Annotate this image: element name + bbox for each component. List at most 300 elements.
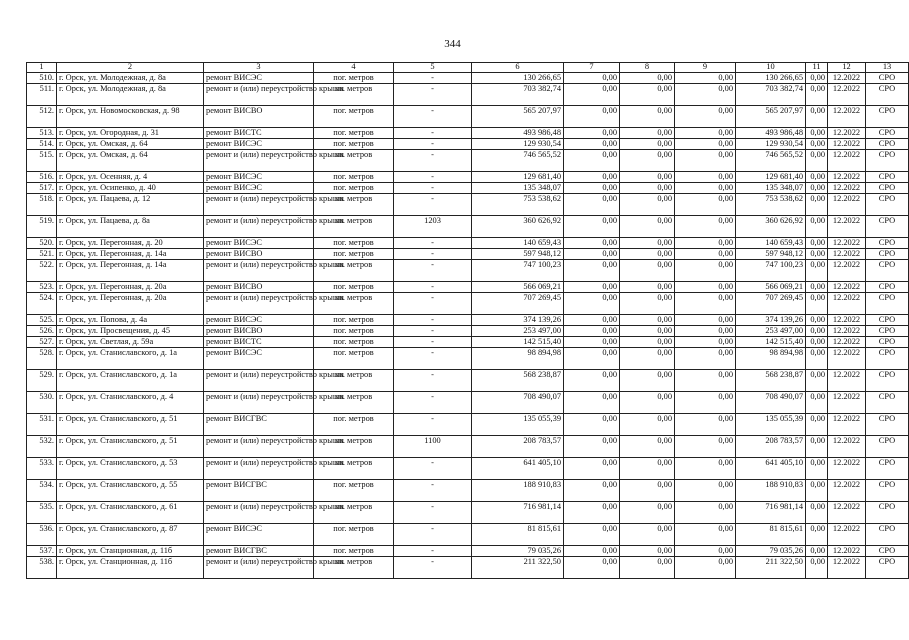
work-type-cell: ремонт и (или) переустройство крыши [204,259,314,281]
deadline-cell: 12.2022 [828,193,866,215]
total-cost-cell: 493 986,48 [472,127,564,138]
table-row [27,105,909,127]
total-cost-cell: 208 783,57 [472,435,564,457]
unit-cell: пог. метров [314,105,394,127]
quantity-cell: - [394,523,472,545]
unit-cell: кв. метров [314,292,394,314]
fund-cell: 0,00 [675,83,736,105]
fund-cell: 0,00 [675,391,736,413]
row-number: 518. [27,193,57,215]
unit-cell: пог. метров [314,281,394,292]
fund-cell: 0,00 [564,501,620,523]
total-cost-cell: 707 269,45 [472,292,564,314]
total-cost-cell: 253 497,00 [472,325,564,336]
column-header: 4 [314,63,394,73]
quantity-cell: - [394,413,472,435]
deadline-cell: 12.2022 [828,127,866,138]
deadline-cell: 12.2022 [828,314,866,325]
column-header: 9 [675,63,736,73]
work-type-cell: ремонт и (или) переустройство крыши [204,292,314,314]
work-type-cell: ремонт ВИСВО [204,105,314,127]
table-row [27,369,909,391]
table-row [27,259,909,281]
owners-funds-cell: 747 100,23 [736,259,806,281]
owners-funds-cell: 703 382,74 [736,83,806,105]
fund-cell: 0,00 [675,413,736,435]
work-type-cell: ремонт и (или) переустройство крыши [204,435,314,457]
method-cell: СРО [866,237,909,248]
fund-cell: 0,00 [675,545,736,556]
fund-cell: 0,00 [675,325,736,336]
quantity-cell: - [394,83,472,105]
fund-cell: 0,00 [620,369,675,391]
address-cell: г. Орск, ул. Станиславского, д. 61 [57,501,204,523]
deadline-cell: 12.2022 [828,501,866,523]
total-cost-cell: 565 207,97 [472,105,564,127]
unit-cell: пог. метров [314,182,394,193]
row-number: 514. [27,138,57,149]
row-number: 525. [27,314,57,325]
work-type-cell: ремонт ВИСВО [204,248,314,259]
column-header: 13 [866,63,909,73]
fund-cell: 0,00 [675,501,736,523]
owners-funds-cell: 140 659,43 [736,237,806,248]
fund-cell: 0,00 [564,479,620,501]
total-cost-cell: 211 322,50 [472,556,564,578]
table-row [27,237,909,248]
unit-cell: пог. метров [314,479,394,501]
table-row [27,193,909,215]
fund-cell: 0,00 [564,259,620,281]
quantity-cell: - [394,336,472,347]
fund-cell: 0,00 [620,237,675,248]
fund-cell: 0,00 [675,127,736,138]
work-type-cell: ремонт ВИСГВС [204,413,314,435]
fund-cell: 0,00 [675,259,736,281]
deadline-cell: 12.2022 [828,72,866,83]
deadline-cell: 12.2022 [828,457,866,479]
work-type-cell: ремонт ВИСТС [204,336,314,347]
address-cell: г. Орск, ул. Молодежная, д. 8а [57,72,204,83]
column-header: 7 [564,63,620,73]
method-cell: СРО [866,314,909,325]
fund-cell: 0,00 [620,72,675,83]
fund-cell: 0,00 [620,281,675,292]
unit-cell: пог. метров [314,72,394,83]
fund-cell: 0,00 [564,83,620,105]
row-number: 517. [27,182,57,193]
fund-cell: 0,00 [675,182,736,193]
work-type-cell: ремонт и (или) переустройство крыши [204,149,314,171]
fund-cell: 0,00 [806,501,828,523]
work-type-cell: ремонт ВИСЭС [204,182,314,193]
fund-cell: 0,00 [675,105,736,127]
fund-cell: 0,00 [564,138,620,149]
method-cell: СРО [866,72,909,83]
total-cost-cell: 130 266,65 [472,72,564,83]
owners-funds-cell: 753 538,62 [736,193,806,215]
quantity-cell: - [394,479,472,501]
total-cost-cell: 129 681,40 [472,171,564,182]
total-cost-cell: 98 894,98 [472,347,564,369]
deadline-cell: 12.2022 [828,259,866,281]
fund-cell: 0,00 [620,127,675,138]
quantity-cell: - [394,138,472,149]
fund-cell: 0,00 [675,149,736,171]
deadline-cell: 12.2022 [828,248,866,259]
table-row [27,479,909,501]
fund-cell: 0,00 [564,545,620,556]
quantity-cell: - [394,292,472,314]
total-cost-cell: 142 515,40 [472,336,564,347]
row-number: 522. [27,259,57,281]
fund-cell: 0,00 [806,83,828,105]
fund-cell: 0,00 [806,193,828,215]
fund-cell: 0,00 [564,149,620,171]
fund-cell: 0,00 [620,314,675,325]
fund-cell: 0,00 [620,193,675,215]
address-cell: г. Орск, ул. Пацаева, д. 12 [57,193,204,215]
fund-cell: 0,00 [806,259,828,281]
fund-cell: 0,00 [620,259,675,281]
fund-cell: 0,00 [675,523,736,545]
fund-cell: 0,00 [564,171,620,182]
address-cell: г. Орск, ул. Перегонная, д. 20 [57,237,204,248]
row-number: 520. [27,237,57,248]
address-cell: г. Орск, ул. Омская, д. 64 [57,138,204,149]
total-cost-cell: 716 981,14 [472,501,564,523]
owners-funds-cell: 98 894,98 [736,347,806,369]
fund-cell: 0,00 [564,314,620,325]
owners-funds-cell: 566 069,21 [736,281,806,292]
fund-cell: 0,00 [564,127,620,138]
deadline-cell: 12.2022 [828,237,866,248]
deadline-cell: 12.2022 [828,83,866,105]
row-number: 515. [27,149,57,171]
fund-cell: 0,00 [675,237,736,248]
quantity-cell: - [394,237,472,248]
unit-cell: пог. метров [314,413,394,435]
row-number: 526. [27,325,57,336]
work-type-cell: ремонт ВИСЭС [204,171,314,182]
fund-cell: 0,00 [806,314,828,325]
method-cell: СРО [866,369,909,391]
column-number-row [27,63,909,73]
fund-cell: 0,00 [620,391,675,413]
table-row [27,248,909,259]
table-row [27,83,909,105]
fund-cell: 0,00 [564,248,620,259]
work-type-cell: ремонт ВИСЭС [204,138,314,149]
fund-cell: 0,00 [806,292,828,314]
quantity-cell: - [394,72,472,83]
address-cell: г. Орск, ул. Молодежная, д. 8а [57,83,204,105]
deadline-cell: 12.2022 [828,149,866,171]
row-number: 538. [27,556,57,578]
table-row [27,149,909,171]
fund-cell: 0,00 [564,215,620,237]
method-cell: СРО [866,292,909,314]
fund-cell: 0,00 [806,556,828,578]
total-cost-cell: 597 948,12 [472,248,564,259]
work-type-cell: ремонт ВИСВО [204,281,314,292]
table-row [27,435,909,457]
fund-cell: 0,00 [620,182,675,193]
row-number: 528. [27,347,57,369]
owners-funds-cell: 188 910,83 [736,479,806,501]
total-cost-cell: 188 910,83 [472,479,564,501]
fund-cell: 0,00 [675,435,736,457]
fund-cell: 0,00 [564,182,620,193]
address-cell: г. Орск, ул. Перегонная, д. 14а [57,259,204,281]
fund-cell: 0,00 [620,501,675,523]
fund-cell: 0,00 [675,479,736,501]
owners-funds-cell: 746 565,52 [736,149,806,171]
work-type-cell: ремонт ВИСВО [204,325,314,336]
table-row [27,523,909,545]
owners-funds-cell: 135 348,07 [736,182,806,193]
deadline-cell: 12.2022 [828,369,866,391]
column-header: 11 [806,63,828,73]
fund-cell: 0,00 [620,105,675,127]
quantity-cell: - [394,457,472,479]
address-cell: г. Орск, ул. Станиславского, д. 1а [57,369,204,391]
owners-funds-cell: 493 986,48 [736,127,806,138]
address-cell: г. Орск, ул. Перегонная, д. 20а [57,281,204,292]
fund-cell: 0,00 [620,556,675,578]
unit-cell: кв. метров [314,259,394,281]
row-number: 523. [27,281,57,292]
method-cell: СРО [866,215,909,237]
fund-cell: 0,00 [806,127,828,138]
address-cell: г. Орск, ул. Станиславского, д. 51 [57,413,204,435]
work-type-cell: ремонт и (или) переустройство крыши [204,457,314,479]
row-number: 511. [27,83,57,105]
owners-funds-cell: 565 207,97 [736,105,806,127]
unit-cell: пог. метров [314,336,394,347]
owners-funds-cell: 253 497,00 [736,325,806,336]
quantity-cell: - [394,259,472,281]
total-cost-cell: 753 538,62 [472,193,564,215]
address-cell: г. Орск, ул. Станиславского, д. 51 [57,435,204,457]
method-cell: СРО [866,435,909,457]
owners-funds-cell: 716 981,14 [736,501,806,523]
method-cell: СРО [866,457,909,479]
fund-cell: 0,00 [806,523,828,545]
work-type-cell: ремонт ВИСГВС [204,545,314,556]
address-cell: г. Орск, ул. Перегонная, д. 14а [57,248,204,259]
quantity-cell: 1203 [394,215,472,237]
fund-cell: 0,00 [620,336,675,347]
row-number: 537. [27,545,57,556]
address-cell: г. Орск, ул. Станиславского, д. 1а [57,347,204,369]
unit-cell: кв. метров [314,83,394,105]
fund-cell: 0,00 [564,457,620,479]
column-header: 12 [828,63,866,73]
row-number: 510. [27,72,57,83]
column-header: 3 [204,63,314,73]
work-type-cell: ремонт и (или) переустройство крыши [204,193,314,215]
total-cost-cell: 129 930,54 [472,138,564,149]
fund-cell: 0,00 [806,237,828,248]
owners-funds-cell: 208 783,57 [736,435,806,457]
deadline-cell: 12.2022 [828,545,866,556]
owners-funds-cell: 568 238,87 [736,369,806,391]
address-cell: г. Орск, ул. Станиславского, д. 4 [57,391,204,413]
address-cell: г. Орск, ул. Станиславского, д. 55 [57,479,204,501]
unit-cell: пог. метров [314,545,394,556]
column-header: 1 [27,63,57,73]
total-cost-cell: 360 626,92 [472,215,564,237]
owners-funds-cell: 142 515,40 [736,336,806,347]
fund-cell: 0,00 [675,72,736,83]
unit-cell: пог. метров [314,138,394,149]
quantity-cell: - [394,314,472,325]
owners-funds-cell: 129 681,40 [736,171,806,182]
fund-cell: 0,00 [675,171,736,182]
fund-cell: 0,00 [620,435,675,457]
method-cell: СРО [866,556,909,578]
fund-cell: 0,00 [620,413,675,435]
fund-cell: 0,00 [806,545,828,556]
page-number: 344 [444,38,461,50]
row-number: 519. [27,215,57,237]
owners-funds-cell: 211 322,50 [736,556,806,578]
fund-cell: 0,00 [675,292,736,314]
fund-cell: 0,00 [675,248,736,259]
fund-cell: 0,00 [806,72,828,83]
fund-cell: 0,00 [675,314,736,325]
owners-funds-cell: 374 139,26 [736,314,806,325]
unit-cell: пог. метров [314,248,394,259]
fund-cell: 0,00 [675,347,736,369]
fund-cell: 0,00 [620,138,675,149]
deadline-cell: 12.2022 [828,347,866,369]
fund-cell: 0,00 [620,325,675,336]
method-cell: СРО [866,149,909,171]
fund-cell: 0,00 [675,457,736,479]
fund-cell: 0,00 [806,336,828,347]
fund-cell: 0,00 [620,457,675,479]
total-cost-cell: 568 238,87 [472,369,564,391]
deadline-cell: 12.2022 [828,479,866,501]
fund-cell: 0,00 [620,545,675,556]
column-header: 8 [620,63,675,73]
work-type-cell: ремонт ВИСЭС [204,237,314,248]
fund-cell: 0,00 [620,523,675,545]
method-cell: СРО [866,479,909,501]
total-cost-cell: 746 565,52 [472,149,564,171]
unit-cell: кв. метров [314,457,394,479]
method-cell: СРО [866,138,909,149]
fund-cell: 0,00 [806,182,828,193]
row-number: 512. [27,105,57,127]
quantity-cell: - [394,171,472,182]
quantity-cell: - [394,193,472,215]
fund-cell: 0,00 [806,435,828,457]
table-row [27,292,909,314]
quantity-cell: - [394,105,472,127]
row-number: 516. [27,171,57,182]
method-cell: СРО [866,259,909,281]
method-cell: СРО [866,501,909,523]
deadline-cell: 12.2022 [828,413,866,435]
work-type-cell: ремонт ВИСГВС [204,479,314,501]
deadline-cell: 12.2022 [828,105,866,127]
fund-cell: 0,00 [806,248,828,259]
address-cell: г. Орск, ул. Станционная, д. 11б [57,545,204,556]
total-cost-cell: 374 139,26 [472,314,564,325]
quantity-cell: - [394,347,472,369]
fund-cell: 0,00 [620,248,675,259]
row-number: 535. [27,501,57,523]
fund-cell: 0,00 [620,149,675,171]
fund-cell: 0,00 [675,215,736,237]
table-row [27,347,909,369]
work-type-cell: ремонт и (или) переустройство крыши [204,369,314,391]
deadline-cell: 12.2022 [828,182,866,193]
deadline-cell: 12.2022 [828,281,866,292]
work-type-cell: ремонт ВИСЭС [204,314,314,325]
fund-cell: 0,00 [620,479,675,501]
deadline-cell: 12.2022 [828,523,866,545]
deadline-cell: 12.2022 [828,391,866,413]
unit-cell: пог. метров [314,314,394,325]
unit-cell: пог. метров [314,237,394,248]
fund-cell: 0,00 [564,105,620,127]
address-cell: г. Орск, ул. Станиславского, д. 53 [57,457,204,479]
total-cost-cell: 747 100,23 [472,259,564,281]
method-cell: СРО [866,248,909,259]
fund-cell: 0,00 [806,479,828,501]
deadline-cell: 12.2022 [828,138,866,149]
work-type-cell: ремонт и (или) переустройство крыши [204,501,314,523]
total-cost-cell: 135 055,39 [472,413,564,435]
address-cell: г. Орск, ул. Светлая, д. 59а [57,336,204,347]
fund-cell: 0,00 [806,413,828,435]
total-cost-cell: 703 382,74 [472,83,564,105]
row-number: 531. [27,413,57,435]
owners-funds-cell: 79 035,26 [736,545,806,556]
work-type-cell: ремонт и (или) переустройство крыши [204,83,314,105]
unit-cell: кв. метров [314,501,394,523]
table-row [27,457,909,479]
fund-cell: 0,00 [564,556,620,578]
fund-cell: 0,00 [675,281,736,292]
owners-funds-cell: 641 405,10 [736,457,806,479]
fund-cell: 0,00 [564,347,620,369]
fund-cell: 0,00 [620,215,675,237]
work-type-cell: ремонт ВИСЭС [204,347,314,369]
row-number: 524. [27,292,57,314]
deadline-cell: 12.2022 [828,171,866,182]
repair-registry-table [26,62,909,579]
address-cell: г. Орск, ул. Просвещения, д. 45 [57,325,204,336]
column-header: 2 [57,63,204,73]
fund-cell: 0,00 [620,83,675,105]
unit-cell: пог. метров [314,347,394,369]
address-cell: г. Орск, ул. Пацаева, д. 8а [57,215,204,237]
unit-cell: кв. метров [314,435,394,457]
fund-cell: 0,00 [806,457,828,479]
row-number: 533. [27,457,57,479]
deadline-cell: 12.2022 [828,336,866,347]
row-number: 521. [27,248,57,259]
table-row [27,336,909,347]
fund-cell: 0,00 [564,281,620,292]
fund-cell: 0,00 [564,523,620,545]
total-cost-cell: 81 815,61 [472,523,564,545]
